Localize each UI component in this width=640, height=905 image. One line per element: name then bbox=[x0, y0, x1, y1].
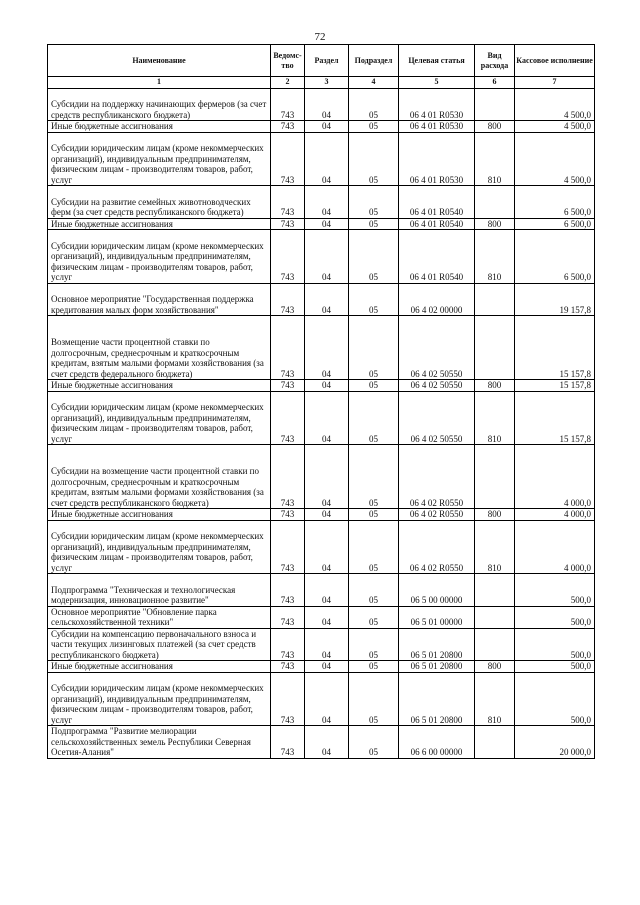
row-name: Основное мероприятие "Обновление парка сельскохозяйственной техники" bbox=[48, 606, 271, 628]
row-kind bbox=[475, 283, 515, 316]
row-name: Субсидии юридическим лицам (кроме некоммерческих организаций), индивидуальным предпринимателям, физическим лицам - производителям товаров, работ, услуг bbox=[48, 132, 271, 186]
row-name: Иные бюджетные ассигнования bbox=[48, 380, 271, 392]
row-section: 04 bbox=[305, 283, 349, 316]
row-target: 06 4 02 R0550 bbox=[399, 445, 475, 509]
row-subsection: 05 bbox=[349, 230, 399, 284]
row-kind: 800 bbox=[475, 661, 515, 673]
row-name: Возмещение части процентной ставки по долгосрочным, среднесрочным и краткосрочным кредитам, взятым малыми формами хозяйствования (за счет средств федерального бюджета) bbox=[48, 316, 271, 380]
column-number: 6 bbox=[475, 77, 515, 89]
row-section: 04 bbox=[305, 509, 349, 521]
row-section: 04 bbox=[305, 132, 349, 186]
row-dept: 743 bbox=[271, 380, 305, 392]
header-subsection: Подраздел bbox=[349, 45, 399, 77]
row-amount: 20 000,0 bbox=[515, 726, 595, 759]
table-row bbox=[48, 380, 595, 392]
row-amount: 500,0 bbox=[515, 628, 595, 661]
row-kind bbox=[475, 316, 515, 380]
column-number: 1 bbox=[48, 77, 271, 89]
row-amount: 19 157,8 bbox=[515, 283, 595, 316]
budget-table bbox=[47, 44, 595, 759]
row-amount: 4 000,0 bbox=[515, 520, 595, 574]
row-subsection: 05 bbox=[349, 391, 399, 445]
row-section: 04 bbox=[305, 230, 349, 284]
row-target: 06 5 01 20800 bbox=[399, 672, 475, 726]
row-name: Иные бюджетные ассигнования bbox=[48, 218, 271, 230]
row-kind: 800 bbox=[475, 121, 515, 133]
row-target: 06 4 02 50550 bbox=[399, 316, 475, 380]
table-row bbox=[48, 726, 595, 759]
row-section: 04 bbox=[305, 391, 349, 445]
row-dept: 743 bbox=[271, 132, 305, 186]
row-amount: 500,0 bbox=[515, 574, 595, 607]
header-amount: Кассовое исполнение bbox=[515, 45, 595, 77]
row-amount: 6 500,0 bbox=[515, 218, 595, 230]
row-name: Субсидии на возмещение части процентной ставки по долгосрочным, среднесрочным и краткосрочным кредитам, взятым малыми формами хозяйствования (за счет средств республиканского бюджета) bbox=[48, 445, 271, 509]
table-row bbox=[48, 628, 595, 661]
row-dept: 743 bbox=[271, 316, 305, 380]
row-kind: 810 bbox=[475, 520, 515, 574]
row-section: 04 bbox=[305, 672, 349, 726]
row-subsection: 05 bbox=[349, 661, 399, 673]
row-dept: 743 bbox=[271, 186, 305, 219]
table-row bbox=[48, 218, 595, 230]
table-row bbox=[48, 121, 595, 133]
row-kind bbox=[475, 726, 515, 759]
row-target: 06 4 02 50550 bbox=[399, 380, 475, 392]
row-subsection: 05 bbox=[349, 445, 399, 509]
table-row bbox=[48, 132, 595, 186]
row-dept: 743 bbox=[271, 509, 305, 521]
row-amount: 15 157,8 bbox=[515, 380, 595, 392]
row-kind bbox=[475, 88, 515, 121]
table-row bbox=[48, 661, 595, 673]
table-body bbox=[48, 88, 595, 758]
table-row bbox=[48, 88, 595, 121]
row-target: 06 4 01 R0540 bbox=[399, 186, 475, 219]
row-target: 06 4 02 R0550 bbox=[399, 509, 475, 521]
row-name: Иные бюджетные ассигнования bbox=[48, 121, 271, 133]
row-amount: 500,0 bbox=[515, 672, 595, 726]
row-section: 04 bbox=[305, 121, 349, 133]
row-target: 06 4 02 R0550 bbox=[399, 520, 475, 574]
row-section: 04 bbox=[305, 726, 349, 759]
row-name: Субсидии на развитие семейных животноводческих ферм (за счет средств республиканского бюджета) bbox=[48, 186, 271, 219]
row-kind bbox=[475, 186, 515, 219]
row-section: 04 bbox=[305, 628, 349, 661]
row-kind bbox=[475, 445, 515, 509]
row-amount: 4 500,0 bbox=[515, 132, 595, 186]
header-name: Наименование bbox=[48, 45, 271, 77]
table-row bbox=[48, 391, 595, 445]
row-amount: 500,0 bbox=[515, 606, 595, 628]
row-name: Субсидии на компенсацию первоначального взноса и части текущих лизинговых платежей (за счет средств республиканского бюджета) bbox=[48, 628, 271, 661]
row-target: 06 4 02 00000 bbox=[399, 283, 475, 316]
row-subsection: 05 bbox=[349, 628, 399, 661]
row-name: Подпрограмма "Техническая и технологическая модернизация, инновационное развитие" bbox=[48, 574, 271, 607]
row-dept: 743 bbox=[271, 218, 305, 230]
row-kind: 810 bbox=[475, 230, 515, 284]
row-section: 04 bbox=[305, 445, 349, 509]
column-number: 2 bbox=[271, 77, 305, 89]
row-subsection: 05 bbox=[349, 606, 399, 628]
table-row bbox=[48, 509, 595, 521]
row-target: 06 4 01 R0530 bbox=[399, 88, 475, 121]
table-row bbox=[48, 520, 595, 574]
row-amount: 6 500,0 bbox=[515, 230, 595, 284]
row-kind: 800 bbox=[475, 380, 515, 392]
row-dept: 743 bbox=[271, 628, 305, 661]
table-row bbox=[48, 186, 595, 219]
row-name: Субсидии на поддержку начинающих фермеров (за счет средств республиканского бюджета) bbox=[48, 88, 271, 121]
table-row bbox=[48, 574, 595, 607]
row-kind: 810 bbox=[475, 672, 515, 726]
column-number: 4 bbox=[349, 77, 399, 89]
table-row bbox=[48, 283, 595, 316]
row-subsection: 05 bbox=[349, 121, 399, 133]
row-section: 04 bbox=[305, 218, 349, 230]
row-kind bbox=[475, 628, 515, 661]
row-dept: 743 bbox=[271, 391, 305, 445]
row-name: Подпрограмма "Развитие мелиорации сельскохозяйственных земель Республики Северная Осетия-Алания" bbox=[48, 726, 271, 759]
row-subsection: 05 bbox=[349, 509, 399, 521]
row-amount: 4 500,0 bbox=[515, 88, 595, 121]
row-subsection: 05 bbox=[349, 316, 399, 380]
row-section: 04 bbox=[305, 520, 349, 574]
row-kind: 800 bbox=[475, 509, 515, 521]
row-amount: 4 000,0 bbox=[515, 445, 595, 509]
row-kind bbox=[475, 574, 515, 607]
row-amount: 4 000,0 bbox=[515, 509, 595, 521]
row-dept: 743 bbox=[271, 606, 305, 628]
row-target: 06 4 02 50550 bbox=[399, 391, 475, 445]
row-subsection: 05 bbox=[349, 186, 399, 219]
row-subsection: 05 bbox=[349, 520, 399, 574]
column-number: 7 bbox=[515, 77, 595, 89]
row-target: 06 4 01 R0540 bbox=[399, 218, 475, 230]
row-dept: 743 bbox=[271, 661, 305, 673]
row-name: Субсидии юридическим лицам (кроме некоммерческих организаций), индивидуальным предпринимателям, физическим лицам - производителям товаров, работ, услуг bbox=[48, 391, 271, 445]
row-dept: 743 bbox=[271, 445, 305, 509]
row-name: Иные бюджетные ассигнования bbox=[48, 509, 271, 521]
row-subsection: 05 bbox=[349, 132, 399, 186]
row-target: 06 6 00 00000 bbox=[399, 726, 475, 759]
column-number-row bbox=[48, 77, 595, 89]
row-section: 04 bbox=[305, 380, 349, 392]
row-amount: 4 500,0 bbox=[515, 121, 595, 133]
row-subsection: 05 bbox=[349, 218, 399, 230]
row-subsection: 05 bbox=[349, 380, 399, 392]
header-dept: Ведомс-тво bbox=[271, 45, 305, 77]
row-dept: 743 bbox=[271, 88, 305, 121]
row-name: Субсидии юридическим лицам (кроме некоммерческих организаций), индивидуальным предпринимателям, физическим лицам - производителям товаров, работ, услуг bbox=[48, 230, 271, 284]
row-name: Субсидии юридическим лицам (кроме некоммерческих организаций), индивидуальным предпринимателям, физическим лицам - производителям товаров, работ, услуг bbox=[48, 672, 271, 726]
table-row bbox=[48, 672, 595, 726]
row-subsection: 05 bbox=[349, 726, 399, 759]
row-subsection: 05 bbox=[349, 574, 399, 607]
row-section: 04 bbox=[305, 574, 349, 607]
row-dept: 743 bbox=[271, 230, 305, 284]
row-target: 06 4 01 R0540 bbox=[399, 230, 475, 284]
header-kind: Вид расхода bbox=[475, 45, 515, 77]
row-dept: 743 bbox=[271, 121, 305, 133]
column-number: 5 bbox=[399, 77, 475, 89]
row-section: 04 bbox=[305, 316, 349, 380]
row-subsection: 05 bbox=[349, 88, 399, 121]
row-section: 04 bbox=[305, 186, 349, 219]
row-section: 04 bbox=[305, 606, 349, 628]
table-row bbox=[48, 230, 595, 284]
row-subsection: 05 bbox=[349, 283, 399, 316]
table-row bbox=[48, 316, 595, 380]
row-target: 06 5 01 20800 bbox=[399, 628, 475, 661]
row-target: 06 4 01 R0530 bbox=[399, 132, 475, 186]
row-amount: 15 157,8 bbox=[515, 316, 595, 380]
row-name: Основное мероприятие "Государственная поддержка кредитования малых форм хозяйствования" bbox=[48, 283, 271, 316]
row-dept: 743 bbox=[271, 574, 305, 607]
row-section: 04 bbox=[305, 88, 349, 121]
row-name: Иные бюджетные ассигнования bbox=[48, 661, 271, 673]
row-dept: 743 bbox=[271, 672, 305, 726]
page-number: 72 bbox=[314, 31, 326, 43]
header-row bbox=[48, 45, 595, 77]
row-name: Субсидии юридическим лицам (кроме некоммерческих организаций), индивидуальным предпринимателям, физическим лицам - производителям товаров, работ, услуг bbox=[48, 520, 271, 574]
row-target: 06 5 01 00000 bbox=[399, 606, 475, 628]
row-amount: 500,0 bbox=[515, 661, 595, 673]
row-kind: 810 bbox=[475, 391, 515, 445]
row-subsection: 05 bbox=[349, 672, 399, 726]
header-section: Раздел bbox=[305, 45, 349, 77]
table-row bbox=[48, 606, 595, 628]
row-target: 06 5 00 00000 bbox=[399, 574, 475, 607]
row-target: 06 5 01 20800 bbox=[399, 661, 475, 673]
table-row bbox=[48, 445, 595, 509]
row-dept: 743 bbox=[271, 520, 305, 574]
row-kind: 810 bbox=[475, 132, 515, 186]
header-target: Целевая статья bbox=[399, 45, 475, 77]
column-number: 3 bbox=[305, 77, 349, 89]
row-amount: 15 157,8 bbox=[515, 391, 595, 445]
row-section: 04 bbox=[305, 661, 349, 673]
row-target: 06 4 01 R0530 bbox=[399, 121, 475, 133]
row-dept: 743 bbox=[271, 283, 305, 316]
row-kind: 800 bbox=[475, 218, 515, 230]
row-dept: 743 bbox=[271, 726, 305, 759]
row-amount: 6 500,0 bbox=[515, 186, 595, 219]
row-kind bbox=[475, 606, 515, 628]
